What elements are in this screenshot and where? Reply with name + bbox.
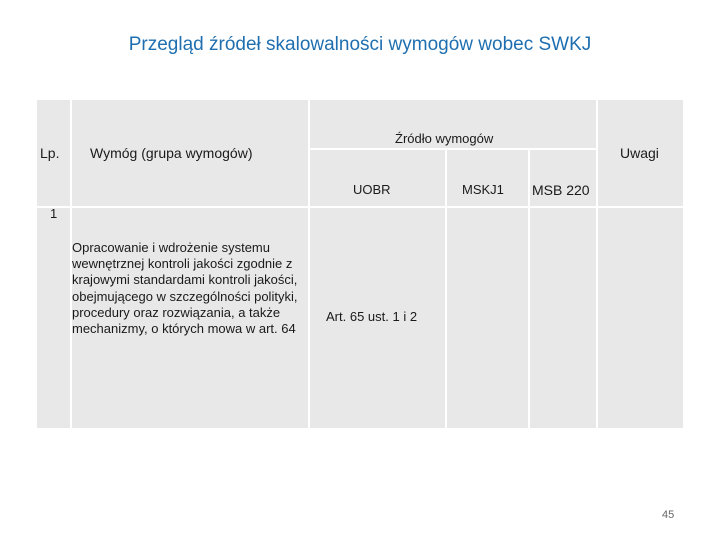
header-requirement-label: Wymóg (grupa wymogów) (90, 145, 253, 161)
row-uobr-value: Art. 65 ust. 1 i 2 (326, 309, 418, 324)
row-cell-remarks (598, 208, 683, 428)
row-cell-lp (37, 208, 70, 428)
row-cell-mskj1 (447, 208, 528, 428)
row-cell-msb220 (530, 208, 596, 428)
slide-title: Przegląd źródeł skalowalności wymogów wobec SWKJ (128, 34, 592, 55)
row-lp-value: 1 (50, 206, 58, 221)
header-cell-mskj1 (447, 150, 528, 206)
header-cell-uobr (310, 150, 445, 206)
header-source-label: Źródło wymogów (395, 131, 494, 146)
row-requirement-text: Opracowanie i wdrożenie systemu wewnętrznej kontroli jakości zgodnie z krajowymi standardami kontroli jakości, obejmującego w szczególności polityki, procedury oraz rozwiązania, a także mechanizmy, o których mowa w art. 64 (72, 240, 298, 337)
page-number: 45 (662, 509, 675, 521)
header-remarks-label: Uwagi (620, 145, 659, 161)
header-msb220-label: MSB 220 (532, 182, 590, 198)
header-lp-label: Lp. (40, 145, 60, 161)
header-uobr-label: UOBR (353, 182, 391, 197)
header-mskj1-label: MSKJ1 (462, 182, 504, 197)
